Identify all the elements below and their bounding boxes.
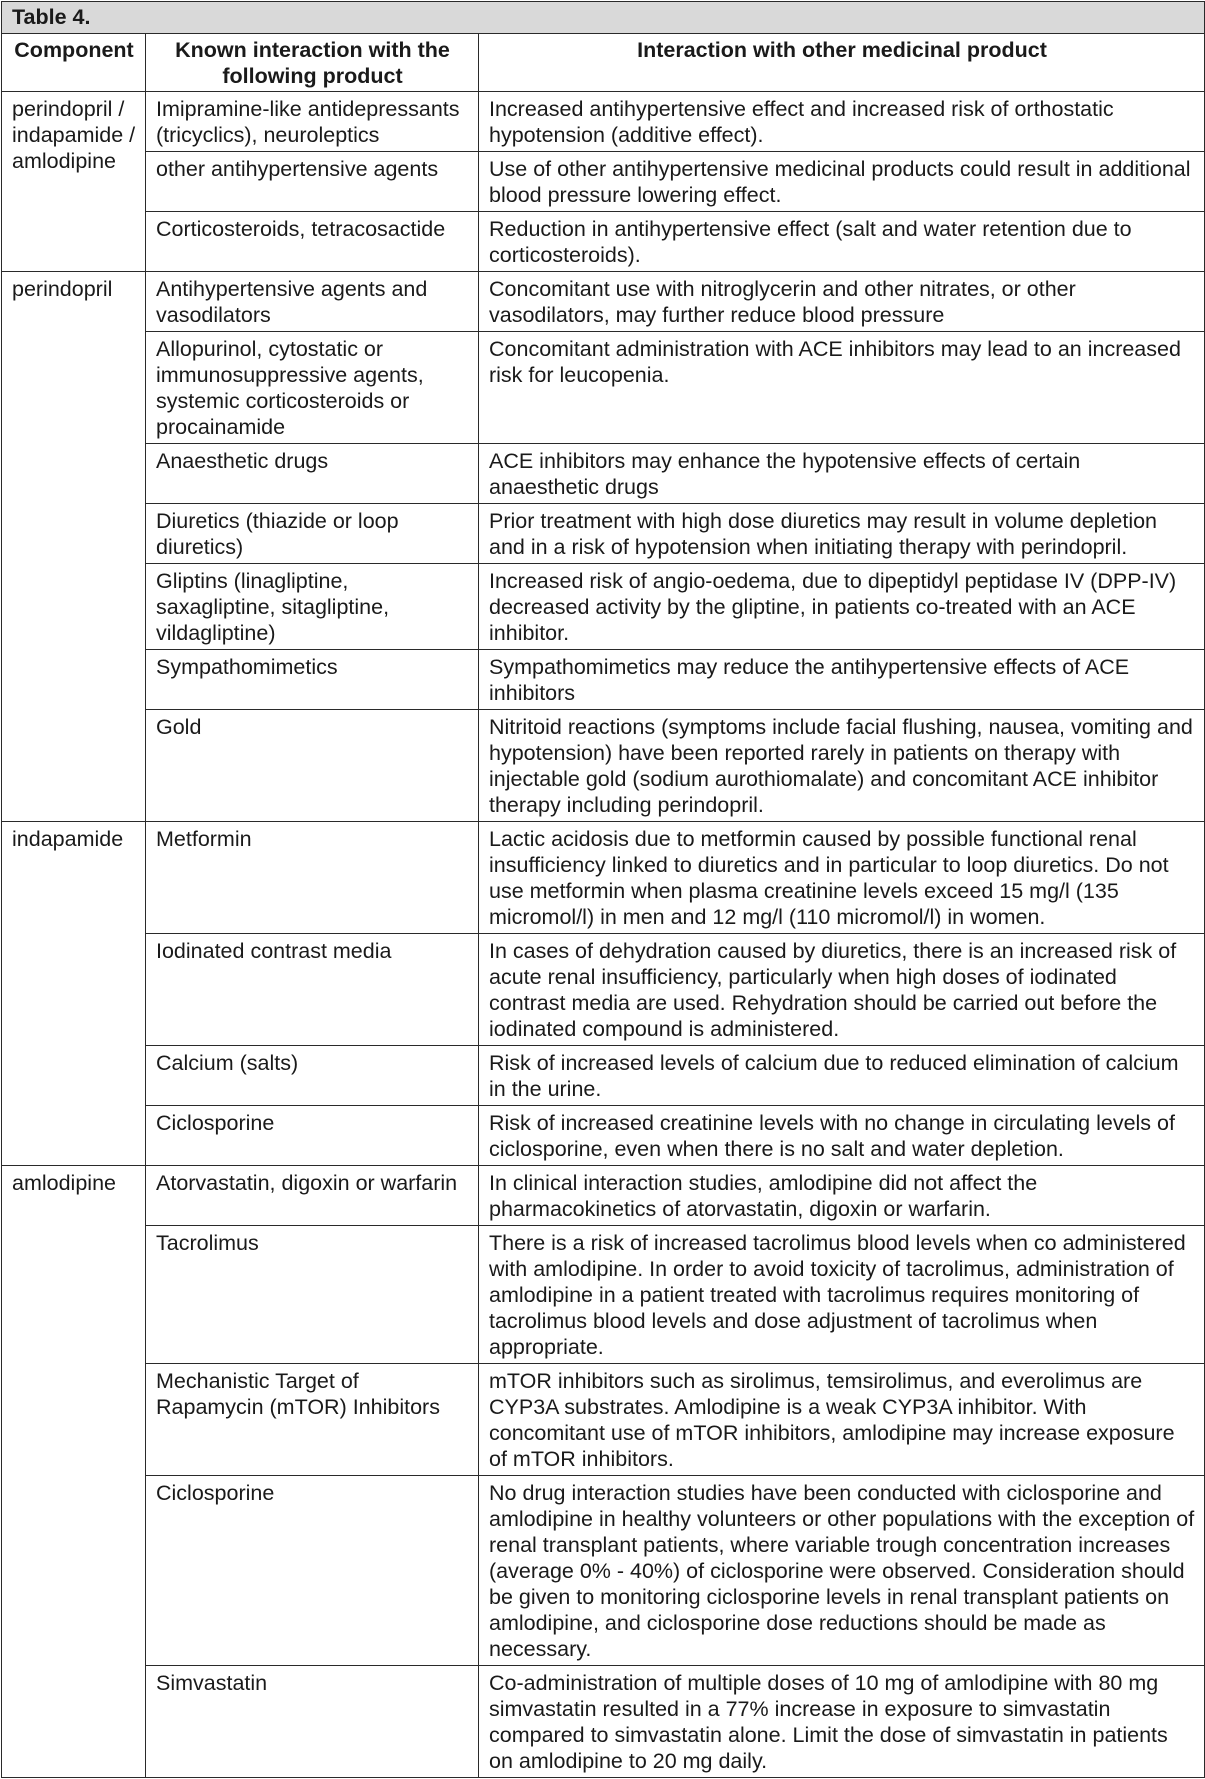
table-caption: Table 4. [2,2,1205,34]
component-cell: indapamide [2,822,146,1166]
table-row [2,1364,1205,1476]
product-cell: Ciclosporine [146,1476,479,1666]
table-row [2,504,1205,564]
product-cell: Diuretics (thiazide or loop diuretics) [146,504,479,564]
component-cell: perindopril / indapamide / amlodipine [2,92,146,272]
product-cell: Metformin [146,822,479,934]
component-cell: perindopril [2,272,146,822]
interaction-cell: Sympathomimetics may reduce the antihypertensive effects of ACE inhibitors [479,650,1205,710]
interaction-cell: Co-administration of multiple doses of 10 mg of amlodipine with 80 mg simvastatin resulted in a 77% increase in exposure to simvastatin compared to simvastatin alone. Limit the dose of simvastatin in patients on amlodipine to 20 mg daily. [479,1666,1205,1778]
caption-row [2,2,1205,34]
interaction-cell: In cases of dehydration caused by diuretics, there is an increased risk of acute renal insufficiency, particularly when high doses of iodinated contrast media are used. Rehydration should be carried out before the iodinated compound is administered. [479,934,1205,1046]
product-cell: Anaesthetic drugs [146,444,479,504]
table-row [2,1666,1205,1778]
product-cell: Simvastatin [146,1666,479,1778]
table-row [2,152,1205,212]
header-component: Component [2,34,146,92]
table-row [2,934,1205,1046]
header-known-interaction: Known interaction with the following product [146,34,479,92]
product-cell: Tacrolimus [146,1226,479,1364]
table-row [2,444,1205,504]
product-cell: Gold [146,710,479,822]
interaction-cell: In clinical interaction studies, amlodipine did not affect the pharmacokinetics of atorvastatin, digoxin or warfarin. [479,1166,1205,1226]
table-row [2,1106,1205,1166]
interaction-cell: Increased risk of angio-oedema, due to dipeptidyl peptidase IV (DPP-IV) decreased activity by the gliptine, in patients co-treated with an ACE inhibitor. [479,564,1205,650]
table-row [2,564,1205,650]
product-cell: Atorvastatin, digoxin or warfarin [146,1166,479,1226]
table-row [2,822,1205,934]
interaction-cell: There is a risk of increased tacrolimus blood levels when co administered with amlodipine. In order to avoid toxicity of tacrolimus, administration of amlodipine in a patient treated with tacrolimus requires monitoring of tacrolimus blood levels and dose adjustment of tacrolimus when appropriate. [479,1226,1205,1364]
interaction-cell: No drug interaction studies have been conducted with ciclosporine and amlodipine in healthy volunteers or other populations with the exception of renal transplant patients, where variable trough concentration increases (average 0% - 40%) of ciclosporine were observed. Consideration should be given to monitoring ciclosporine levels in renal transplant patients on amlodipine, and ciclosporine dose reductions should be made as necessary. [479,1476,1205,1666]
interaction-cell: Risk of increased creatinine levels with no change in circulating levels of ciclosporine, even when there is no salt and water depletion. [479,1106,1205,1166]
table-row [2,1166,1205,1226]
product-cell: Antihypertensive agents and vasodilators [146,272,479,332]
table-row [2,1046,1205,1106]
interaction-cell: Nitritoid reactions (symptoms include facial flushing, nausea, vomiting and hypotension) have been reported rarely in patients on therapy with injectable gold (sodium aurothiomalate) and concomitant ACE inhibitor therapy including perindopril. [479,710,1205,822]
product-cell: Imipramine-like antidepressants (tricyclics), neuroleptics [146,92,479,152]
product-cell: Allopurinol, cytostatic or immunosuppressive agents, systemic corticosteroids or procainamide [146,332,479,444]
product-cell: Corticosteroids, tetracosactide [146,212,479,272]
interaction-cell: Risk of increased levels of calcium due to reduced elimination of calcium in the urine. [479,1046,1205,1106]
interaction-cell: Reduction in antihypertensive effect (salt and water retention due to corticosteroids). [479,212,1205,272]
product-cell: Sympathomimetics [146,650,479,710]
table-body [2,92,1205,1778]
interaction-cell: mTOR inhibitors such as sirolimus, temsirolimus, and everolimus are CYP3A substrates. Amlodipine is a weak CYP3A inhibitor. With concomitant use of mTOR inhibitors, amlodipine may increase exposure of mTOR inhibitors. [479,1364,1205,1476]
interaction-cell: Lactic acidosis due to metformin caused by possible functional renal insufficiency linked to diuretics and in particular to loop diuretics. Do not use metformin when plasma creatinine levels exceed 15 mg/l (135 micromol/l) in men and 12 mg/l (110 micromol/l) in women. [479,822,1205,934]
interaction-table [1,1,1205,1778]
table-row [2,1226,1205,1364]
header-row [2,34,1205,92]
interaction-cell: Concomitant use with nitroglycerin and other nitrates, or other vasodilators, may further reduce blood pressure [479,272,1205,332]
product-cell: Calcium (salts) [146,1046,479,1106]
table-row [2,272,1205,332]
interaction-cell: Use of other antihypertensive medicinal products could result in additional blood pressure lowering effect. [479,152,1205,212]
table-row [2,710,1205,822]
product-cell: Iodinated contrast media [146,934,479,1046]
table-row [2,212,1205,272]
table-row [2,650,1205,710]
table-row [2,92,1205,152]
interaction-cell: Prior treatment with high dose diuretics may result in volume depletion and in a risk of hypotension when initiating therapy with perindopril. [479,504,1205,564]
table-row [2,332,1205,444]
interaction-cell: Concomitant administration with ACE inhibitors may lead to an increased risk for leucopenia. [479,332,1205,444]
interaction-cell: Increased antihypertensive effect and increased risk of orthostatic hypotension (additive effect). [479,92,1205,152]
product-cell: other antihypertensive agents [146,152,479,212]
table-row [2,1476,1205,1666]
interaction-cell: ACE inhibitors may enhance the hypotensive effects of certain anaesthetic drugs [479,444,1205,504]
component-cell: amlodipine [2,1166,146,1778]
product-cell: Gliptins (linagliptine, saxagliptine, sitagliptine, vildagliptine) [146,564,479,650]
product-cell: Ciclosporine [146,1106,479,1166]
product-cell: Mechanistic Target of Rapamycin (mTOR) Inhibitors [146,1364,479,1476]
header-other-product: Interaction with other medicinal product [479,34,1205,92]
